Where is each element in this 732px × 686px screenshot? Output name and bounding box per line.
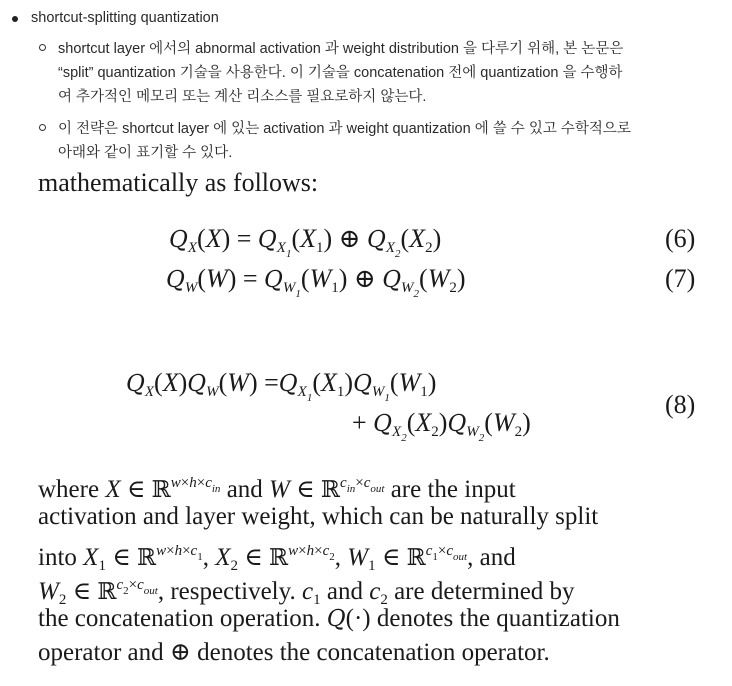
- note-line: shortcut layer 에서의 abnormal activation 과 weight distribution 을 다루기 위해, 본 논문은: [58, 41, 624, 57]
- bullet-dot: [12, 16, 18, 22]
- equation-number: (7): [665, 264, 696, 293]
- equation-6: $Q_X(X) = Q_{X_1}(X_1)$ ⊕ $Q_{X_2}(X_2)$: [169, 224, 442, 260]
- para-line-2: activation and layer weight, which can be naturally split: [38, 503, 599, 530]
- equation-number: (6): [665, 224, 696, 253]
- bullet-circle: [39, 124, 46, 131]
- para-line-3: into $X_1$ ∈ ℝ$^{w\times h\times c_1}$, $X_2$ ∈ ℝ$^{w\times h\times c_2}$, $W_1$ ∈ ℝ$^{c_1\times c_{out}}$, and: [38, 543, 516, 574]
- para-line-1: where X ∈ ℝ$^{w\times h\times c_{in}}$ and W ∈ ℝ$^{c_{in}\times c_{out}}$ are the input: [38, 475, 516, 503]
- equation-number: (8): [665, 390, 696, 419]
- note-heading: shortcut-splitting quantization: [31, 10, 219, 26]
- bullet-circle: [39, 44, 46, 51]
- para-line-6: operator and ⊕ denotes the concatenation operator.: [38, 639, 550, 666]
- equation-8-line1: $Q_X(X)Q_W(W) =Q_{X_1}(X_1)Q_{W_1}(W_1)$: [126, 368, 437, 404]
- paper-excerpt: [34, 168, 710, 678]
- para-line-5: the concatenation operation. Q(·) denotes the quantization: [38, 605, 620, 632]
- intro-text: mathematically as follows:: [38, 168, 319, 197]
- note-line: 여 추가적인 메모리 또는 계산 리소스를 필요로하지 않는다.: [58, 89, 427, 105]
- equation-7: $Q_W(W) = Q_{W_1}(W_1)$ ⊕ $Q_{W_2}(W_2)$: [166, 264, 466, 300]
- para-line-4: $W_2$ ∈ ℝ$^{c_2\times c_{out}}$, respectively. $c_1$ and $c_2$ are determined by: [38, 577, 575, 608]
- note-line: “split” quantization 기술을 사용한다. 이 기술을 concatenation 전에 quantization 을 수행하: [58, 65, 623, 81]
- note-line: 아래와 같이 표기할 수 있다.: [58, 145, 233, 161]
- note-line: 이 전략은 shortcut layer 에 있는 activation 과 weight quantization 에 쓸 수 있고 수학적으로: [58, 121, 631, 137]
- equation-8-line2: + $Q_{X_2}(X_2)Q_{W_2}(W_2)$: [352, 408, 531, 444]
